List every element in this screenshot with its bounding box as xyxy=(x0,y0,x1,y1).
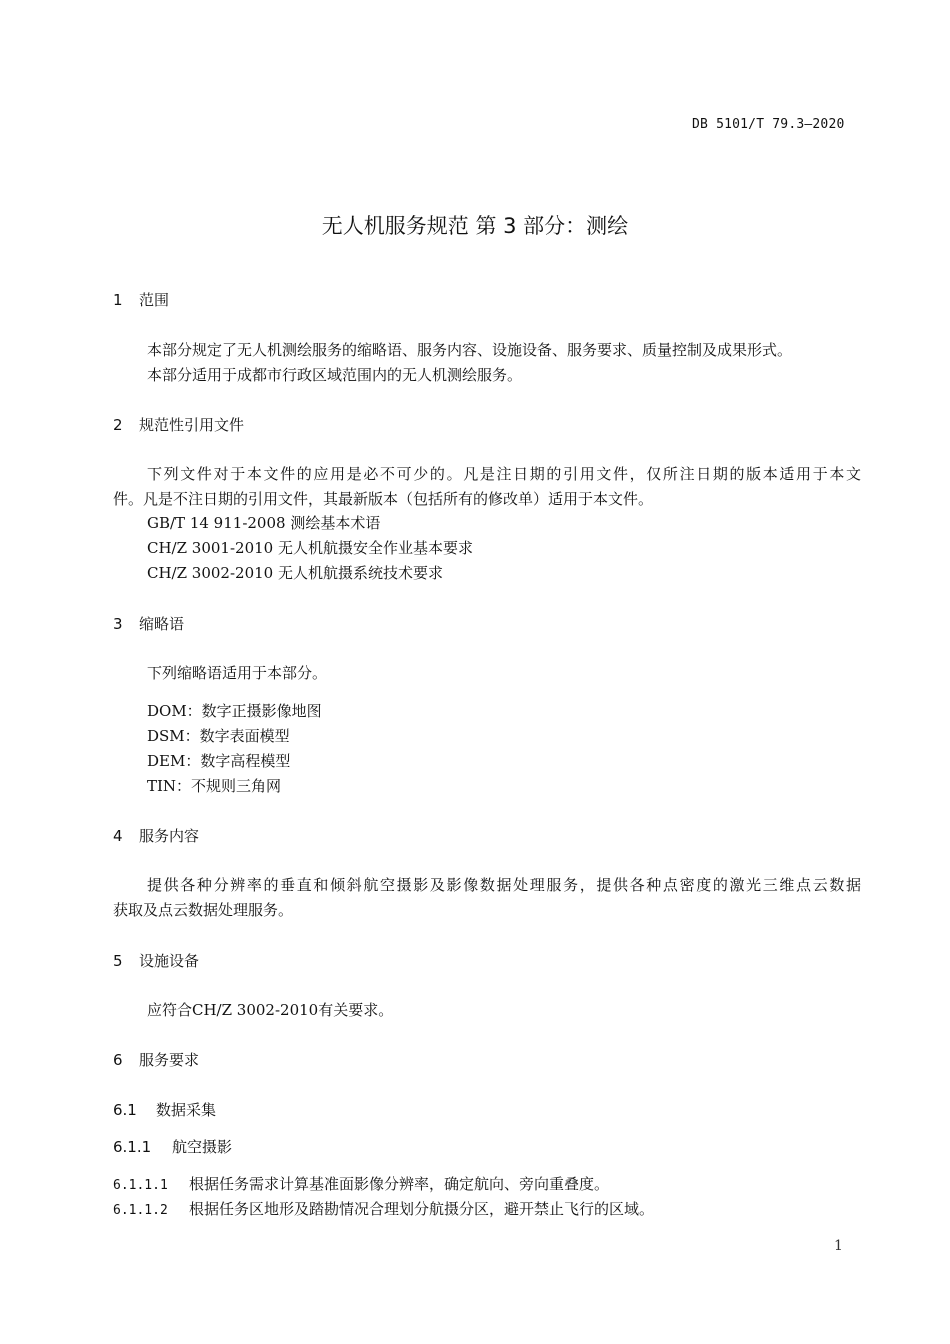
scope-paragraph-1: 本部分规定了无人机测绘服务的缩略语、服务内容、设施设备、服务要求、质量控制及成果形式。 xyxy=(147,341,793,359)
clause-item: 6.1.1.1 根据任务需求计算基准面影像分辨率，确定航向、旁向重叠度。 xyxy=(113,1175,610,1193)
reference-item: GB/T 14 911-2008 测绘基本术语 xyxy=(147,514,381,532)
section-heading-abbreviations: 3 缩略语 xyxy=(113,615,185,633)
references-intro-line-2: 件。凡是不注日期的引用文件，其最新版本（包括所有的修改单）适用于本文件。 xyxy=(113,490,654,508)
scope-paragraph-2: 本部分适用于成都市行政区域范围内的无人机测绘服务。 xyxy=(147,366,523,384)
abbreviation-item: TIN：不规则三角网 xyxy=(147,777,282,795)
abbreviation-item: DOM：数字正摄影像地图 xyxy=(147,702,322,720)
facilities-paragraph: 应符合CH/Z 3002-2010有关要求。 xyxy=(147,1001,394,1019)
abbreviations-intro: 下列缩略语适用于本部分。 xyxy=(147,664,328,682)
subsection-heading-data-collection: 6.1 数据采集 xyxy=(113,1101,217,1119)
service-content-line-2: 获取及点云数据处理服务。 xyxy=(113,901,294,919)
section-heading-service-requirements: 6 服务要求 xyxy=(113,1051,200,1069)
references-intro-line-1: 下列文件对于本文件的应用是必不可少的。凡是注日期的引用文件，仅所注日期的版本适用于本文 xyxy=(147,465,861,483)
section-heading-service-content: 4 服务内容 xyxy=(113,827,200,845)
document-title: 无人机服务规范 第 3 部分：测绘 xyxy=(321,214,629,238)
reference-item: CH/Z 3002-2010 无人机航摄系统技术要求 xyxy=(147,564,443,582)
subsection-heading-aerial-photography: 6.1.1 航空摄影 xyxy=(113,1138,233,1156)
section-heading-facilities: 5 设施设备 xyxy=(113,952,200,970)
section-heading-scope: 1 范围 xyxy=(113,291,170,309)
clause-item: 6.1.1.2 根据任务区地形及踏勘情况合理划分航摄分区，避开禁止飞行的区域。 xyxy=(113,1200,655,1218)
reference-item: CH/Z 3001-2010 无人机航摄安全作业基本要求 xyxy=(147,539,473,557)
document-code: DB 5101/T 79.3—2020 xyxy=(692,117,845,132)
abbreviation-item: DEM：数字高程模型 xyxy=(147,752,291,770)
section-heading-normative-references: 2 规范性引用文件 xyxy=(113,416,245,434)
service-content-line-1: 提供各种分辨率的垂直和倾斜航空摄影及影像数据处理服务，提供各种点密度的激光三维点云数据 xyxy=(147,876,861,894)
page-number: 1 xyxy=(834,1238,843,1254)
abbreviation-item: DSM：数字表面模型 xyxy=(147,727,290,745)
